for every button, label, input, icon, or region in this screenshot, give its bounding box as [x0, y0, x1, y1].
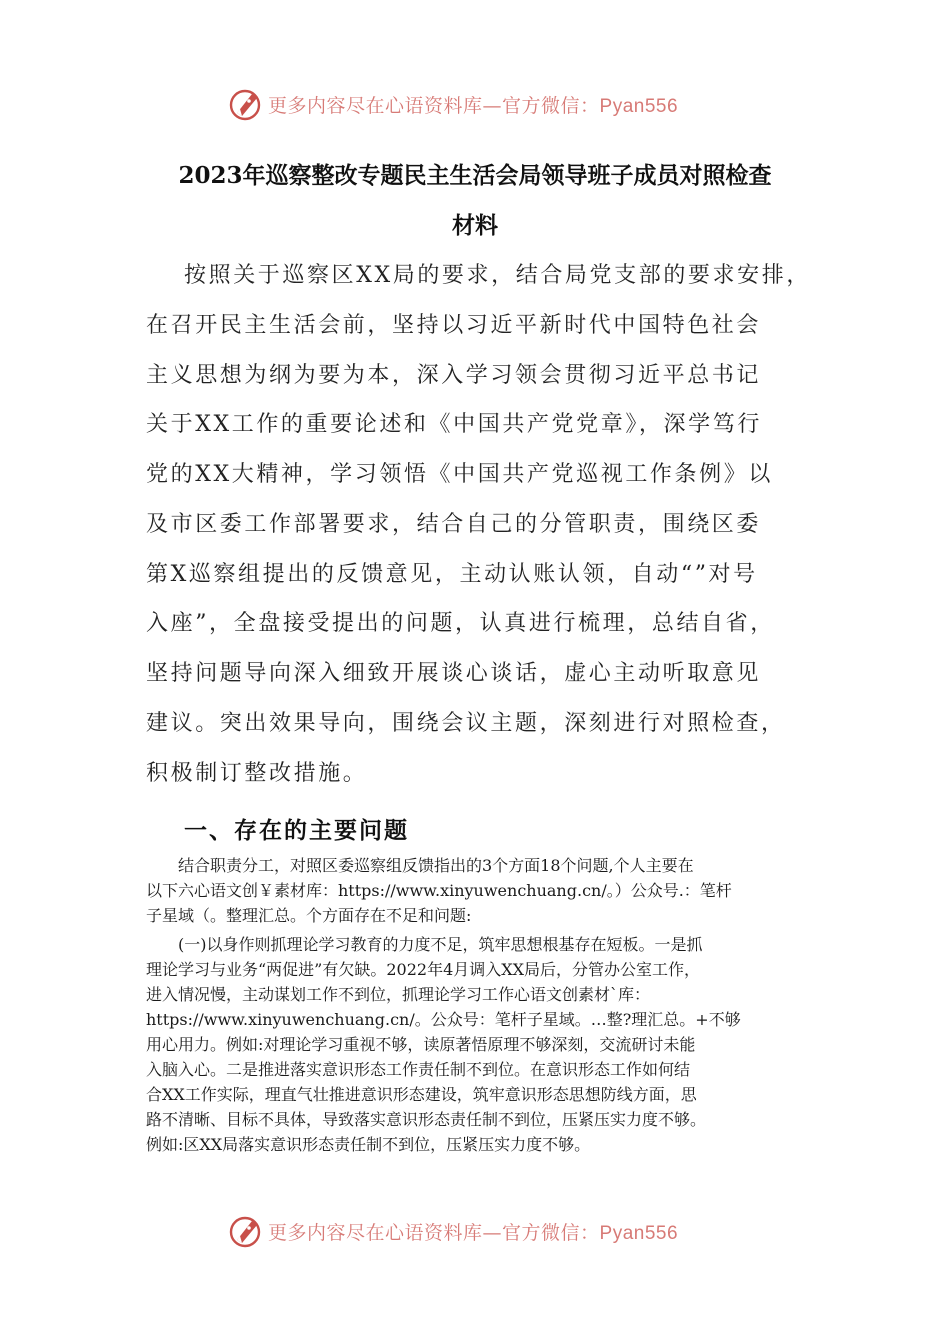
body-line: (一)以身作则抓理论学习教育的力度不足，筑牢思想根基存在短板。一是抓 [146, 935, 703, 954]
body-line: 子星域（。整理汇总。个方面存在不足和问题: [146, 906, 472, 925]
intro-line: 党的XX大精神，学习领悟《中国共产党巡视工作条例》以 [146, 462, 773, 487]
watermark-label: 更多内容尽在心语资料库—官方微信： [268, 1221, 600, 1244]
pen-nib-circle-icon [228, 86, 264, 122]
watermark-text [268, 1218, 678, 1245]
intro-line: 入座”，全盘接受提出的问题，认真进行梳理，总结自省， [146, 611, 775, 636]
body-line: 结合职责分工，对照区委巡察组反馈指出的3个方面18个问题,个人主要在 [146, 856, 694, 875]
pen-nib-circle-icon [228, 1213, 264, 1249]
intro-line: 建议。突出效果导向，围绕会议主题，深刻进行对照检查， [146, 711, 786, 736]
body-line: 理论学习与业务“两促进”有欠缺。2022年4月调入XX局后，分管办公室工作， [146, 960, 701, 979]
header-watermark [228, 84, 748, 124]
body-line: 进入情况慢，主动谋划工作不到位，抓理论学习工作心语文创素材`库： [146, 985, 651, 1004]
watermark-text [268, 91, 678, 118]
intro-line: 主义思想为纲为要为本，深入学习领会贯彻习近平总书记 [146, 363, 762, 388]
intro-line: 坚持问题导向深入细致开展谈心谈话，虚心主动听取意见 [146, 661, 762, 686]
watermark-wechat-id: Pyan556 [599, 1222, 679, 1244]
intro-line: 按照关于巡察区XX局的要求，结合局党支部的要求安排， [184, 263, 811, 288]
document-title-line-1: 2023年巡察整改专题民主生活会局领导班子成员对照检查 [178, 162, 772, 189]
body-line: 合XX工作实际，理直气壮推进意识形态建设，筑牢意识形态思想防线方面，思 [146, 1085, 697, 1104]
section-heading: 一、存在的主要问题 [184, 817, 409, 844]
body-line: 以下六心语文创￥素材库：https://www.xinyuwenchuang.cn/。）公众号.：笔杆 [146, 881, 732, 900]
body-line: 例如:区XX局落实意识形态责任制不到位，压紧压实力度不够。 [146, 1135, 591, 1154]
intro-line: 及市区委工作部署要求，结合自己的分管职责，围绕区委 [146, 512, 762, 537]
body-line: 用心用力。例如:对理论学习重视不够，读原著悟原理不够深刻，交流研讨未能 [146, 1035, 696, 1054]
body-line: https://www.xinyuwenchuang.cn/。公众号：笔杆子星域。…整?理汇总。+不够 [146, 1010, 741, 1029]
watermark-wechat-id: Pyan556 [599, 95, 679, 117]
document-title-line-2: 材料 [452, 212, 498, 239]
intro-line: 第X巡察组提出的反馈意见，主动认账认领，自动“”对号 [146, 562, 758, 587]
body-line: 路不清晰、目标不具体，导致落实意识形态责任制不到位，压紧压实力度不够。 [146, 1110, 707, 1129]
footer-watermark [228, 1211, 748, 1251]
intro-line: 在召开民主生活会前，坚持以习近平新时代中国特色社会 [146, 313, 762, 338]
intro-line: 关于XX工作的重要论述和《中国共产党党章》，深学笃行 [146, 412, 762, 437]
watermark-label: 更多内容尽在心语资料库—官方微信： [268, 94, 600, 117]
body-line: 入脑入心。二是推进落实意识形态工作责任制不到位。在意识形态工作如何结 [146, 1060, 691, 1079]
intro-line: 积极制订整改措施。 [146, 761, 368, 786]
